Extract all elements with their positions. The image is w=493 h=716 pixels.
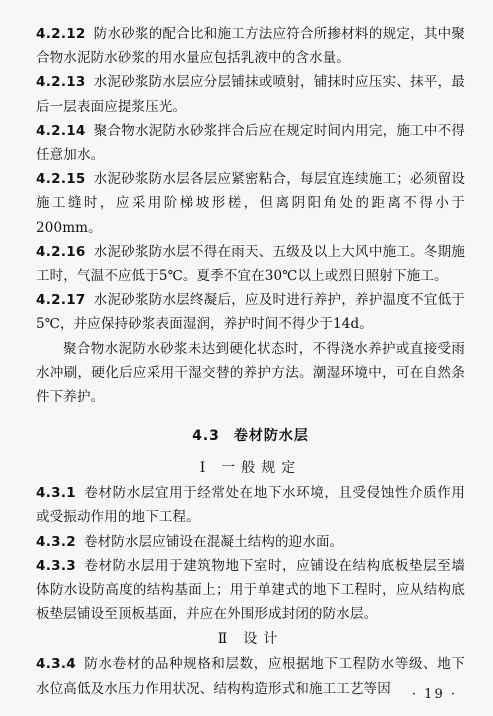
clause-text: 聚合物水泥防水砂浆拌合后应在规定时间内用完，施工中不得任意加水。 — [36, 122, 465, 164]
clause-4-3-4 — [36, 652, 465, 700]
clause-number: 4.2.16 — [36, 243, 86, 260]
clause-number: 4.2.12 — [36, 26, 86, 42]
clause-text: 卷材防水层用于建筑物地下室时，应铺设在结构底板垫层至墙体防水设防高度的结构基面上；用于单建式的地下工程时，应从结构底板垫层铺设至顶板基面，并应在外围形成封闭的防水层。 — [36, 557, 465, 623]
clause-number: 4.2.14 — [36, 122, 86, 139]
clause-number: 4.3.1 — [36, 485, 76, 502]
clause-number: 4.3.2 — [36, 533, 76, 550]
clause-text: 防水卷材的品种规格和层数，应根据地下工程防水等级、地下水位高低及水压力作用状况、结构构造形式和施工工艺等因 — [36, 656, 465, 697]
clause-number: 4.2.15 — [36, 171, 86, 188]
subsection-title-text: 一般规定 — [221, 460, 302, 477]
clause-number: 4.3.3 — [36, 557, 76, 574]
page-number: · 19 · — [411, 687, 457, 702]
clause-4-3-2 — [36, 530, 465, 554]
clause-text: 水泥砂浆防水层应分层铺抹或喷射，铺抹时应压实、抹平，最后一层表面应提浆压光。 — [36, 74, 465, 115]
clause-text: 卷材防水层应铺设在混凝土结构的迎水面。 — [83, 533, 344, 550]
section-heading — [36, 425, 465, 445]
clause-4-2-12 — [36, 22, 465, 70]
section-number: 4.3 — [192, 428, 220, 445]
clause-4-2-13 — [36, 70, 465, 118]
clause-4-3-1 — [36, 481, 465, 529]
clause-4-3-3 — [36, 554, 465, 627]
subsection-heading-general — [36, 457, 465, 477]
section-title-text: 卷材防水层 — [233, 428, 309, 445]
clause-text: 卷材防水层宜用于经常处在地下水环境，且受侵蚀性介质作用或受振动作用的地下工程。 — [36, 485, 465, 526]
subsection-roman: Ⅰ — [199, 460, 212, 477]
subsection-heading-design — [36, 628, 465, 648]
clause-number: 4.2.13 — [36, 74, 86, 91]
clause-4-2-15 — [36, 167, 465, 240]
clause-continuation: 聚合物水泥防水砂浆未达到硬化状态时，不得浇水养护或直接受雨水冲刷，硬化后应采用干湿交替的养护方法。潮湿环境中，可在自然条件下养护。 — [36, 340, 465, 406]
clause-4-2-17 — [36, 288, 465, 336]
clause-text: 水泥砂浆防水层不得在雨天、五级及以上大风中施工。冬期施工时，气温不应低于5℃。夏季不宜在30℃以上或烈日照射下施工。 — [36, 243, 465, 285]
subsection-roman: Ⅱ — [217, 631, 234, 648]
clause-number: 4.3.4 — [36, 656, 76, 673]
clause-text: 水泥砂浆防水层各层应紧密粘合，每层宜连续施工；必须留设施工缝时，应采用阶梯坡形槎，但离阴阳角处的距离不得小于200mm。 — [36, 171, 465, 236]
clause-text: 水泥砂浆防水层终凝后，应及时进行养护，养护温度不宜低于5℃，并应保持砂浆表面湿润，养护时间不得少于14d。 — [36, 292, 465, 333]
clause-text: 防水砂浆的配合比和施工方法应符合所掺材料的规定，其中聚合物水泥防水砂浆的用水量应包括乳液中的含水量。 — [36, 26, 465, 67]
clause-4-2-14 — [36, 119, 465, 167]
subsection-title-text: 设计 — [243, 631, 284, 648]
clause-4-2-16 — [36, 240, 465, 288]
clause-number: 4.2.17 — [36, 292, 86, 309]
